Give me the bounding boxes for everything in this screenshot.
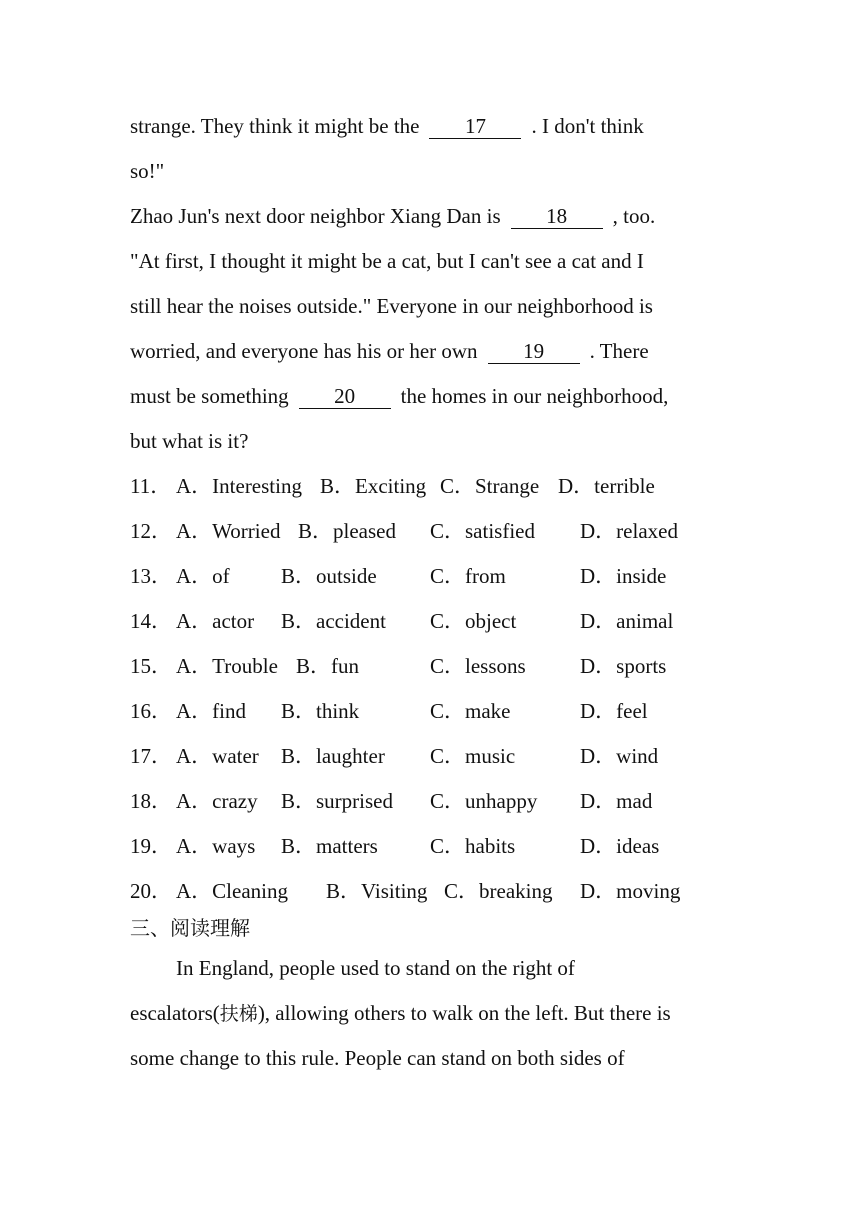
passage-line: so!" — [130, 159, 165, 183]
question-options-list — [130, 464, 750, 914]
reading-line — [130, 991, 750, 1036]
option-c: C．music — [430, 744, 516, 768]
option-b: B．laughter — [281, 744, 385, 768]
option-d: D．mad — [580, 789, 653, 813]
passage-line: but what is it? — [130, 429, 249, 453]
option-a: A．Trouble — [176, 654, 278, 678]
section-heading: 三、阅读理解 — [130, 916, 250, 940]
passage-line: "At first, I thought it might be a cat, but I can't see a cat and I — [130, 249, 644, 273]
question-row — [130, 599, 750, 644]
option-d: D．wind — [580, 744, 659, 768]
question-number: 15． — [130, 654, 172, 678]
question-number: 11． — [130, 474, 172, 498]
blank-17: 17 — [429, 114, 521, 139]
question-row — [130, 734, 750, 779]
option-a: A．Cleaning — [176, 879, 288, 903]
option-d: D．terrible — [558, 474, 655, 498]
option-d: D．inside — [580, 564, 667, 588]
option-b: B．outside — [281, 564, 377, 588]
option-c: C．breaking — [444, 879, 553, 903]
option-a: A．ways — [176, 834, 256, 858]
question-number: 16． — [130, 699, 172, 723]
option-c: C．satisfied — [430, 519, 535, 543]
option-b: B．pleased — [298, 519, 396, 543]
option-a: A．Worried — [176, 519, 281, 543]
question-row — [130, 644, 750, 689]
option-a: A．water — [176, 744, 259, 768]
option-b: B．think — [281, 699, 360, 723]
passage-line — [130, 104, 750, 149]
option-d: D．sports — [580, 654, 667, 678]
blank-20: 20 — [299, 384, 391, 409]
option-c: C．object — [430, 609, 517, 633]
passage-text: . There — [589, 339, 649, 363]
question-row — [130, 779, 750, 824]
option-b: B．accident — [281, 609, 386, 633]
passage-text: , too. — [612, 204, 656, 228]
option-a: A．actor — [176, 609, 255, 633]
option-d: D．moving — [580, 879, 681, 903]
option-d: D．relaxed — [580, 519, 678, 543]
question-number: 18． — [130, 789, 172, 813]
passage-text: the homes in our neighborhood, — [400, 384, 669, 408]
option-c: C．unhappy — [430, 789, 538, 813]
option-a: A．find — [176, 699, 246, 723]
question-row — [130, 509, 750, 554]
option-b: B．surprised — [281, 789, 393, 813]
blank-19: 19 — [488, 339, 580, 364]
question-row — [130, 824, 750, 869]
question-number: 13． — [130, 564, 172, 588]
passage-text: must be something — [130, 384, 289, 408]
option-b: B．Exciting — [320, 474, 427, 498]
reading-text: escalators( — [130, 1001, 220, 1025]
reading-line: some change to this rule. People can stand on both sides of — [130, 1046, 625, 1070]
question-number: 17． — [130, 744, 172, 768]
document-page — [130, 104, 750, 1081]
question-row — [130, 689, 750, 734]
option-b: B．Visiting — [326, 879, 428, 903]
reading-line: In England, people used to stand on the right of — [176, 956, 575, 980]
question-number: 14． — [130, 609, 172, 633]
passage-text: strange. They think it might be the — [130, 114, 420, 138]
question-row — [130, 554, 750, 599]
question-number: 12． — [130, 519, 172, 543]
passage-line — [130, 374, 750, 419]
option-c: C．from — [430, 564, 506, 588]
option-a: A．crazy — [176, 789, 258, 813]
option-a: A．of — [176, 564, 230, 588]
reading-text: ), allowing others to walk on the left. But there is — [257, 1001, 671, 1025]
passage-text: Zhao Jun's next door neighbor Xiang Dan is — [130, 204, 501, 228]
option-c: C．make — [430, 699, 511, 723]
question-row — [130, 464, 750, 509]
option-c: C．Strange — [440, 474, 540, 498]
option-d: D．animal — [580, 609, 674, 633]
option-b: B．fun — [296, 654, 359, 678]
passage-text: . I don't think — [531, 114, 644, 138]
option-d: D．feel — [580, 699, 648, 723]
blank-18: 18 — [511, 204, 603, 229]
passage-line: still hear the noises outside." Everyone in our neighborhood is — [130, 294, 653, 318]
passage-text: worried, and everyone has his or her own — [130, 339, 478, 363]
passage-line — [130, 194, 750, 239]
option-b: B．matters — [281, 834, 378, 858]
option-c: C．habits — [430, 834, 516, 858]
passage-line — [130, 329, 750, 374]
question-number: 19． — [130, 834, 172, 858]
chinese-gloss: 扶梯 — [219, 1003, 258, 1025]
option-a: A．Interesting — [176, 474, 302, 498]
option-c: C．lessons — [430, 654, 526, 678]
question-row — [130, 869, 750, 914]
option-d: D．ideas — [580, 834, 660, 858]
question-number: 20． — [130, 879, 172, 903]
